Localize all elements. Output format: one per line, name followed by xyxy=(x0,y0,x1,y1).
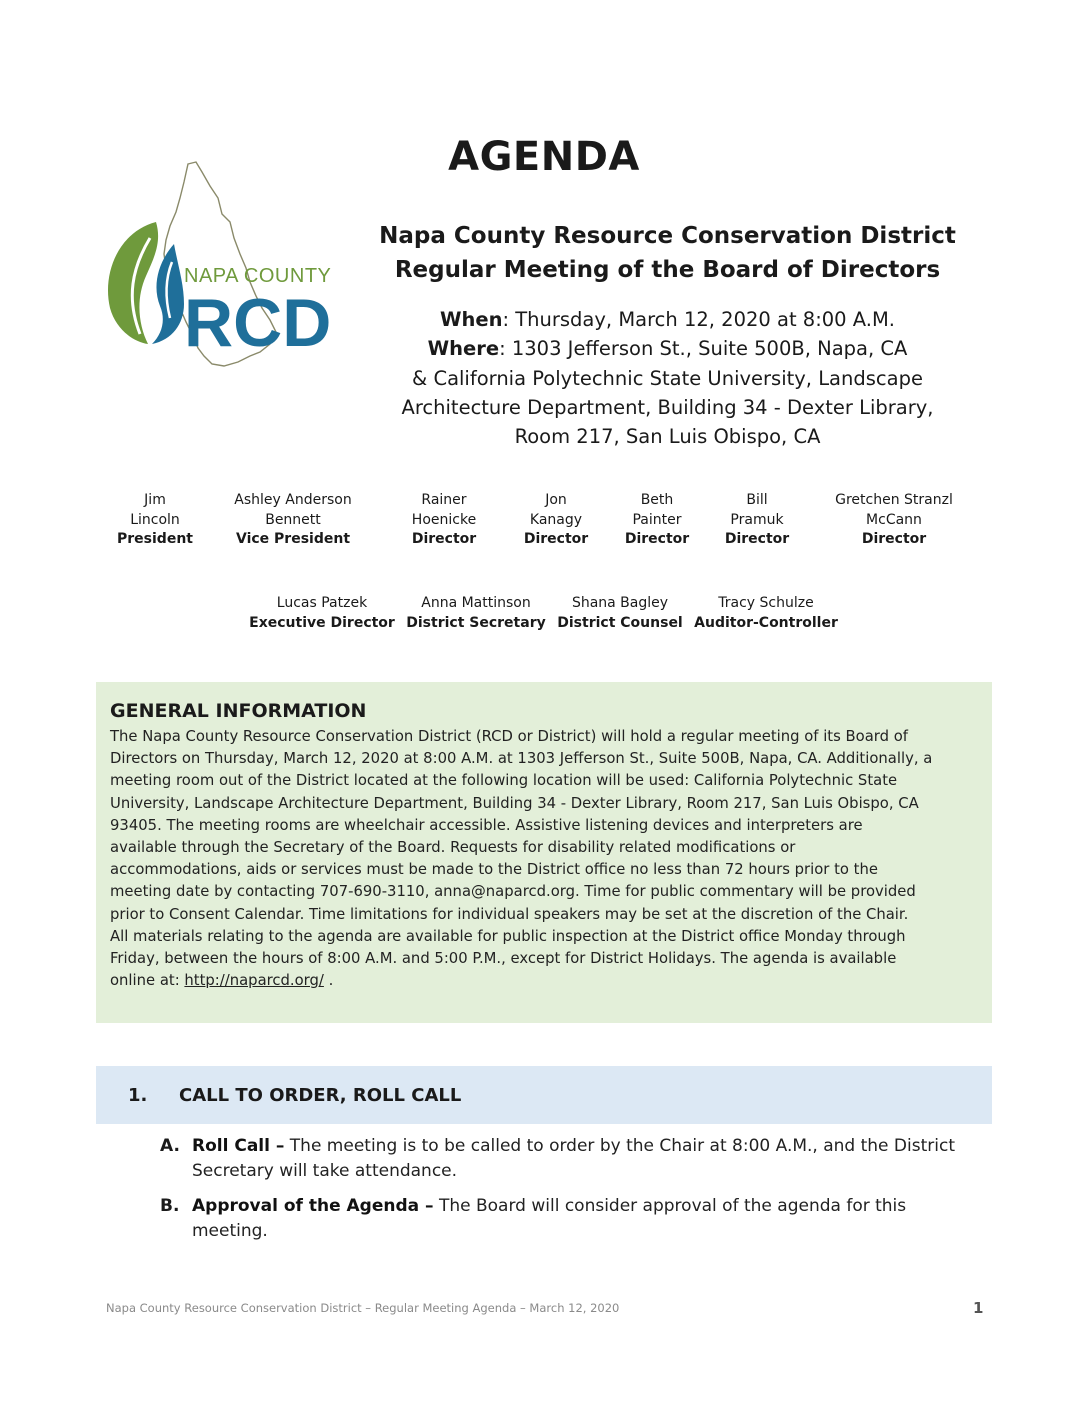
page-footer: Napa County Resource Conservation District – Regular Meeting Agenda – March 12, 2020 xyxy=(106,1301,620,1315)
member-last-name: Pramuk xyxy=(730,511,784,528)
org-name-block xyxy=(360,219,975,287)
info-line: 93405. The meeting rooms are wheelchair accessible. Assistive listening devices and interpreters are xyxy=(110,816,863,834)
info-line: available through the Secretary of the Board. Requests for disability related modifications or xyxy=(110,839,796,857)
member-first-name: Beth xyxy=(640,492,674,508)
website-link[interactable]: http://naparcd.org/ xyxy=(184,972,324,990)
member-title: Director xyxy=(411,531,477,547)
member-title: Director xyxy=(861,531,927,547)
general-info-text xyxy=(110,726,980,992)
staff-member xyxy=(691,594,841,633)
info-line: accommodations, aids or services must be made to the District office no less than 72 hours prior to the xyxy=(110,861,878,879)
member-first-name: Rainer xyxy=(421,492,467,508)
staff-name: Lucas Patzek xyxy=(276,595,368,611)
logo-text-main: RCD xyxy=(184,285,332,361)
where-label: Where xyxy=(427,337,500,361)
staff-member xyxy=(247,594,397,633)
member-title: Director xyxy=(724,531,790,547)
info-line: meeting room out of the District located at the following location will be used: California Polytechnic State xyxy=(110,772,898,790)
board-member xyxy=(394,491,494,550)
member-last-name: Kanagy xyxy=(529,511,583,528)
item-label: Approval of the Agenda – xyxy=(192,1196,434,1216)
where-value: : 1303 Jefferson St., Suite 500B, Napa, CA xyxy=(499,337,908,361)
item-text-cont: Secretary will take attendance. xyxy=(192,1161,458,1181)
staff-name: Tracy Schulze xyxy=(718,595,814,611)
blue-leaf xyxy=(152,244,184,344)
item-text-cont: meeting. xyxy=(192,1221,268,1241)
staff-title: Auditor-Controller xyxy=(694,614,838,631)
member-first-name: Gretchen Stranzl xyxy=(835,492,953,508)
member-first-name: Ashley Anderson xyxy=(234,492,352,508)
info-line: All materials relating to the agenda are available for public inspection at the District office Monday through xyxy=(110,927,906,945)
section-title: CALL TO ORDER, ROLL CALL xyxy=(179,1085,462,1106)
member-title: Vice President xyxy=(235,531,351,547)
when-label: When xyxy=(439,308,503,331)
info-prefix: online at: xyxy=(110,972,185,990)
info-line: University, Landscape Architecture Department, Building 34 - Dexter Library, Room 217, San Luis Obispo, CA xyxy=(110,794,919,812)
page-title: AGENDA xyxy=(448,134,640,180)
member-last-name: Painter xyxy=(632,511,682,528)
info-line: meeting date by contacting 707-690-3110, anna@naparcd.org. Time for public commentary will be provided xyxy=(110,883,916,901)
member-first-name: Jon xyxy=(545,492,567,508)
member-title: President xyxy=(117,531,193,547)
logo-graphic xyxy=(100,158,340,373)
member-first-name: Bill xyxy=(746,492,768,508)
board-member xyxy=(707,491,807,550)
member-last-name: Bennett xyxy=(265,511,321,528)
staff-title: Executive Director xyxy=(249,614,395,631)
where-line-4: Room 217, San Luis Obispo, CA xyxy=(514,425,821,449)
general-info-heading: GENERAL INFORMATION xyxy=(110,700,367,722)
staff-name: Anna Mattinson xyxy=(421,595,531,611)
board-member xyxy=(824,491,964,550)
info-suffix: . xyxy=(323,972,334,990)
org-name: Napa County Resource Conservation District xyxy=(379,223,956,249)
staff-title: District Secretary xyxy=(406,614,546,631)
member-last-name: Lincoln xyxy=(130,511,180,528)
info-line: Directors on Thursday, March 12, 2020 at 8:00 A.M. at 1303 Jefferson St., Suite 500B, Napa, CA. Additionally, a xyxy=(110,750,933,768)
member-title: Director xyxy=(523,531,589,547)
meeting-type: Regular Meeting of the Board of Directors xyxy=(394,257,941,283)
staff-member xyxy=(552,594,688,633)
where-line-2: & California Polytechnic State University, Landscape xyxy=(412,366,923,390)
item-text: The meeting is to be called to order by the Chair at 8:00 A.M., and the District xyxy=(284,1136,955,1156)
board-member xyxy=(218,491,368,550)
item-text: The Board will consider approval of the agenda for this xyxy=(433,1196,907,1216)
info-line: Friday, between the hours of 8:00 A.M. and 5:00 P.M., except for District Holidays. The agenda is available xyxy=(110,950,897,968)
page-number: 1 xyxy=(973,1299,984,1317)
logo-text-top: NAPA COUNTY xyxy=(184,265,332,287)
info-line-last xyxy=(110,970,980,992)
where-line-3: Architecture Department, Building 34 - Dexter Library, xyxy=(401,395,934,419)
member-last-name: McCann xyxy=(866,511,922,528)
rcd-logo xyxy=(100,158,340,373)
when-where-block xyxy=(360,305,975,451)
member-last-name: Hoenicke xyxy=(411,511,477,528)
agenda-item-roll-call xyxy=(192,1134,977,1184)
info-line: The Napa County Resource Conservation District (RCD or District) will hold a regular meeting of its Board of xyxy=(110,728,908,745)
staff-name: Shana Bagley xyxy=(571,595,669,611)
where-line xyxy=(360,334,975,363)
board-member xyxy=(607,491,707,550)
info-line: prior to Consent Calendar. Time limitations for individual speakers may be set at the discretion of the Chair. xyxy=(110,905,909,923)
staff-member xyxy=(403,594,549,633)
board-member xyxy=(105,491,205,550)
item-letter: A. xyxy=(160,1136,180,1156)
staff-title: District Counsel xyxy=(557,614,683,631)
when-line xyxy=(360,305,975,334)
board-member xyxy=(506,491,606,550)
item-label: Roll Call – xyxy=(192,1136,285,1156)
item-letter: B. xyxy=(160,1196,180,1216)
agenda-item-approval xyxy=(192,1194,977,1244)
member-first-name: Jim xyxy=(144,492,166,508)
member-title: Director xyxy=(624,531,690,547)
when-value: : Thursday, March 12, 2020 at 8:00 A.M. xyxy=(502,308,895,331)
section-number: 1. xyxy=(128,1085,148,1106)
